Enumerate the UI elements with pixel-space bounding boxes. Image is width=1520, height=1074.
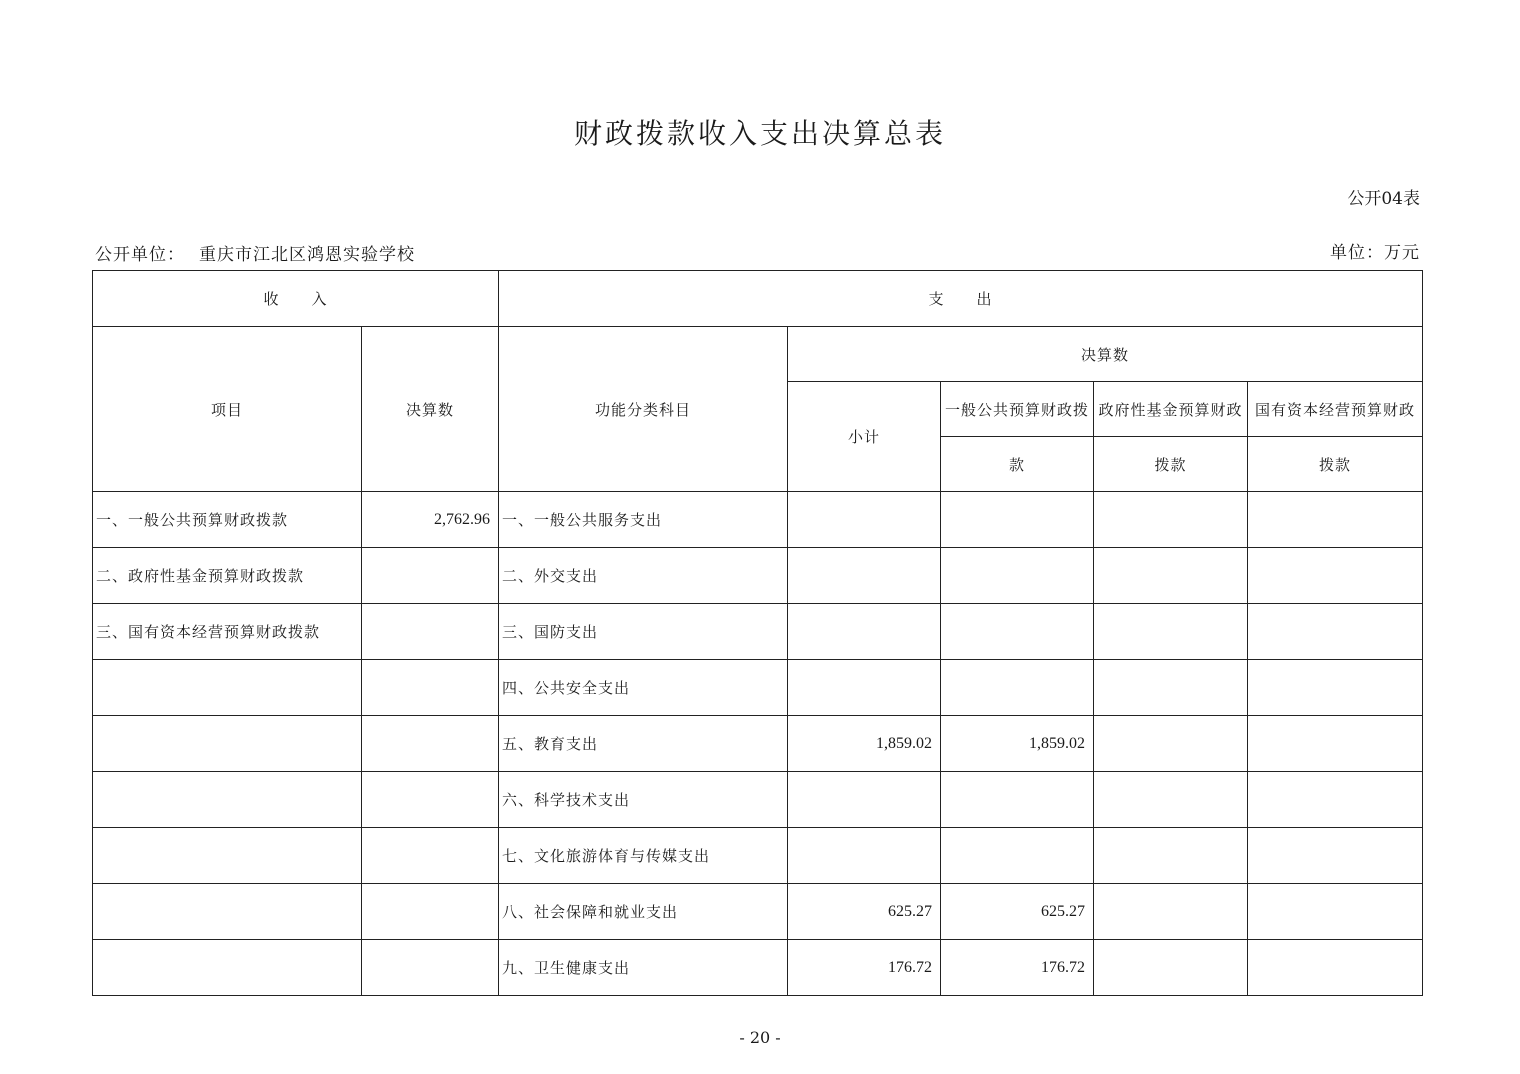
income-amount-cell	[362, 828, 499, 884]
function-category-column-header: 功能分类科目	[499, 327, 788, 492]
income-amount-cell	[362, 604, 499, 660]
gov-fund-cell	[1094, 548, 1248, 604]
function-category-cell: 七、文化旅游体育与传媒支出	[499, 828, 788, 884]
general-budget-column-header-cont: 款	[941, 437, 1094, 492]
income-item-cell	[93, 660, 362, 716]
general-budget-cell: 176.72	[941, 940, 1094, 996]
table-row	[93, 492, 1423, 548]
general-budget-cell	[941, 772, 1094, 828]
page-title: 财政拨款收入支出决算总表	[573, 117, 946, 150]
gov-fund-cell	[1094, 884, 1248, 940]
state-capital-cell	[1248, 660, 1423, 716]
subtotal-column-header: 小计	[788, 382, 941, 492]
income-item-cell	[93, 884, 362, 940]
income-amount-cell	[362, 940, 499, 996]
income-item-cell	[93, 940, 362, 996]
income-item-cell	[93, 772, 362, 828]
budget-table	[92, 270, 1423, 996]
state-capital-cell	[1248, 716, 1423, 772]
organization-name: 重庆市江北区鸿恩实验学校	[199, 245, 415, 265]
income-section-header: 收 入	[93, 271, 499, 327]
reporting-unit	[95, 240, 415, 265]
gov-fund-cell	[1094, 492, 1248, 548]
subtotal-cell: 625.27	[788, 884, 941, 940]
table-row	[93, 716, 1423, 772]
subtotal-cell	[788, 828, 941, 884]
income-item-cell: 一、一般公共预算财政拨款	[93, 492, 362, 548]
gov-fund-cell	[1094, 772, 1248, 828]
form-number: 公开04表	[1347, 189, 1420, 209]
general-budget-cell	[941, 548, 1094, 604]
subtotal-cell	[788, 492, 941, 548]
function-category-cell: 八、社会保障和就业支出	[499, 884, 788, 940]
general-budget-cell: 1,859.02	[941, 716, 1094, 772]
function-category-cell: 五、教育支出	[499, 716, 788, 772]
function-category-cell: 三、国防支出	[499, 604, 788, 660]
state-capital-cell	[1248, 884, 1423, 940]
gov-fund-cell	[1094, 660, 1248, 716]
income-item-cell	[93, 716, 362, 772]
subtotal-cell	[788, 604, 941, 660]
gov-fund-cell	[1094, 940, 1248, 996]
item-column-header: 项目	[93, 327, 362, 492]
income-amount-cell	[362, 884, 499, 940]
income-amount-cell	[362, 772, 499, 828]
table-row	[93, 828, 1423, 884]
state-capital-cell	[1248, 828, 1423, 884]
subtotal-cell	[788, 548, 941, 604]
general-budget-cell	[941, 604, 1094, 660]
currency-unit: 单位：万元	[1330, 243, 1420, 263]
state-capital-cell	[1248, 772, 1423, 828]
income-amount-cell	[362, 716, 499, 772]
income-item-cell: 二、政府性基金预算财政拨款	[93, 548, 362, 604]
gov-fund-column-header-cont: 拨款	[1094, 437, 1248, 492]
state-capital-column-header-cont: 拨款	[1248, 437, 1423, 492]
function-category-cell: 一、一般公共服务支出	[499, 492, 788, 548]
final-amount-column-header: 决算数	[362, 327, 499, 492]
gov-fund-cell	[1094, 716, 1248, 772]
table-row	[93, 772, 1423, 828]
subtotal-cell	[788, 772, 941, 828]
income-amount-cell	[362, 660, 499, 716]
table-row	[93, 940, 1423, 996]
income-item-cell	[93, 828, 362, 884]
gov-fund-column-header: 政府性基金预算财政	[1094, 382, 1248, 437]
function-category-cell: 二、外交支出	[499, 548, 788, 604]
function-category-cell: 六、科学技术支出	[499, 772, 788, 828]
state-capital-cell	[1248, 492, 1423, 548]
general-budget-cell	[941, 492, 1094, 548]
state-capital-cell	[1248, 548, 1423, 604]
income-amount-cell	[362, 548, 499, 604]
expense-section-header: 支 出	[499, 271, 1423, 327]
page-number: - 20 -	[739, 1028, 781, 1047]
table-row	[93, 884, 1423, 940]
subtotal-cell	[788, 660, 941, 716]
general-budget-cell: 625.27	[941, 884, 1094, 940]
gov-fund-cell	[1094, 604, 1248, 660]
subtotal-cell: 176.72	[788, 940, 941, 996]
function-category-cell: 九、卫生健康支出	[499, 940, 788, 996]
state-capital-cell	[1248, 604, 1423, 660]
gov-fund-cell	[1094, 828, 1248, 884]
table-row	[93, 660, 1423, 716]
state-capital-cell	[1248, 940, 1423, 996]
general-budget-cell	[941, 828, 1094, 884]
function-category-cell: 四、公共安全支出	[499, 660, 788, 716]
table-row	[93, 604, 1423, 660]
income-item-cell: 三、国有资本经营预算财政拨款	[93, 604, 362, 660]
reporting-unit-label: 公开单位：	[95, 245, 185, 265]
subtotal-cell: 1,859.02	[788, 716, 941, 772]
general-budget-column-header: 一般公共预算财政拨	[941, 382, 1094, 437]
state-capital-column-header: 国有资本经营预算财政	[1248, 382, 1423, 437]
income-amount-cell: 2,762.96	[362, 492, 499, 548]
final-amount-group-header: 决算数	[788, 327, 1423, 382]
table-row	[93, 548, 1423, 604]
general-budget-cell	[941, 660, 1094, 716]
